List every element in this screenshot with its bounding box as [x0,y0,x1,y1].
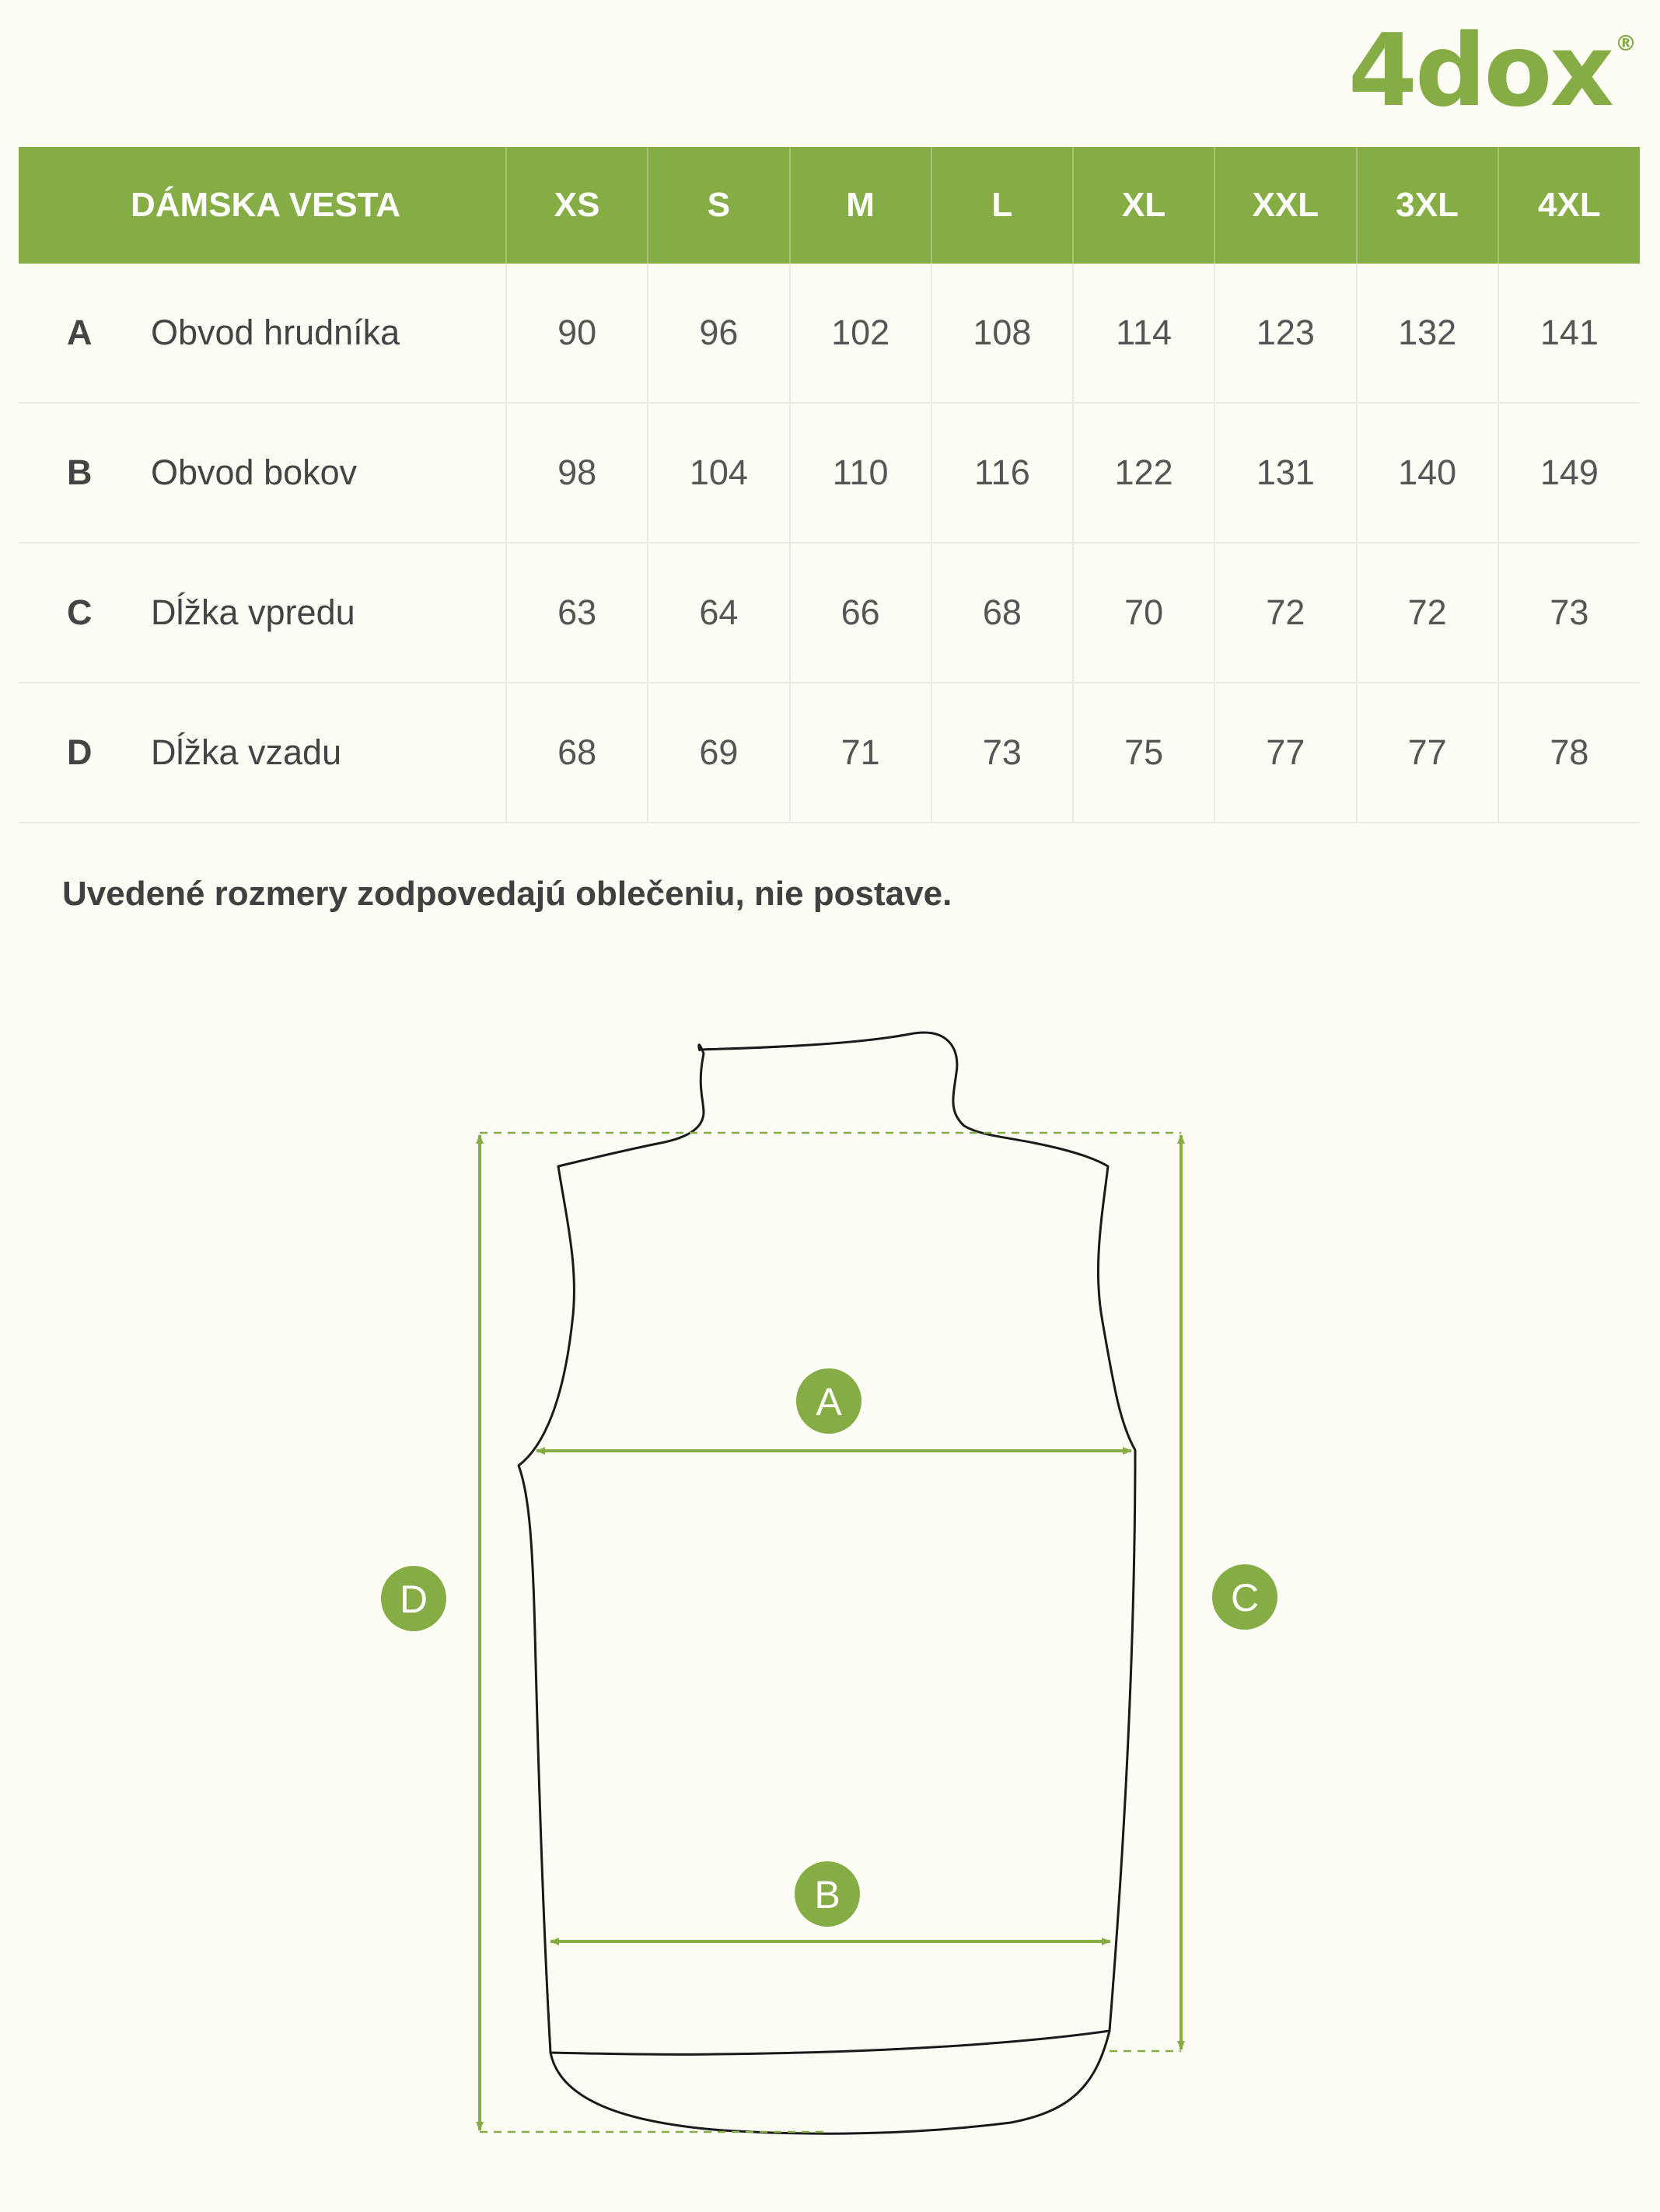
row-label: Dĺžka vzadu [151,732,342,772]
badge-a-label: A [816,1380,842,1424]
value-cell: 102 [790,264,931,403]
value-cell: 141 [1498,264,1640,403]
value-cell: 73 [931,683,1073,823]
size-header: 4XL [1498,147,1640,264]
vest-hem [550,2031,1110,2133]
size-header: L [931,147,1073,264]
value-cell: 98 [506,403,648,543]
size-header: XL [1073,147,1214,264]
size-header: XS [506,147,648,264]
value-cell: 78 [1498,683,1640,823]
size-header: M [790,147,931,264]
value-cell: 116 [931,403,1073,543]
row-letter: D [67,732,93,772]
value-cell: 72 [1357,543,1498,683]
value-cell: 123 [1214,264,1356,403]
value-cell: 75 [1073,683,1214,823]
value-cell: 104 [648,403,789,543]
value-cell: 66 [790,543,931,683]
value-cell: 63 [506,543,648,683]
badge-d [381,1566,446,1631]
value-cell: 131 [1214,403,1356,543]
badge-a [796,1368,861,1434]
logo-text: 4dox [1347,13,1612,129]
value-cell: 140 [1357,403,1498,543]
registered-mark: ® [1615,30,1637,56]
row-label: Obvod hrudníka [151,313,400,352]
value-cell: 132 [1357,264,1498,403]
value-cell: 68 [506,683,648,823]
row-letter: B [67,453,93,492]
badge-b-label: B [814,1873,840,1917]
value-cell: 73 [1498,543,1640,683]
value-cell: 108 [931,264,1073,403]
row-label: Obvod bokov [151,453,358,492]
row-label: Dĺžka vpredu [151,592,355,632]
value-cell: 68 [931,543,1073,683]
value-cell: 114 [1073,264,1214,403]
value-cell: 110 [790,403,931,543]
value-cell: 69 [648,683,789,823]
value-cell: 77 [1357,683,1498,823]
row-letter: C [67,592,93,632]
value-cell: 64 [648,543,789,683]
value-cell: 71 [790,683,931,823]
badge-c [1212,1564,1277,1630]
value-cell: 70 [1073,543,1214,683]
badge-d-label: D [399,1578,428,1621]
size-header: S [648,147,789,264]
badge-c-label: C [1230,1576,1260,1620]
measurement-note: Uvedené rozmery zodpovedajú oblečeniu, nie postave. [62,875,952,913]
value-cell: 77 [1214,683,1356,823]
size-header: XXL [1214,147,1356,264]
size-header: 3XL [1357,147,1498,264]
badge-b [795,1861,860,1927]
value-cell: 72 [1214,543,1356,683]
value-cell: 149 [1498,403,1640,543]
row-letter: A [67,313,93,352]
table-title: DÁMSKA VESTA [19,147,506,264]
value-cell: 90 [506,264,648,403]
value-cell: 122 [1073,403,1214,543]
value-cell: 96 [648,264,789,403]
